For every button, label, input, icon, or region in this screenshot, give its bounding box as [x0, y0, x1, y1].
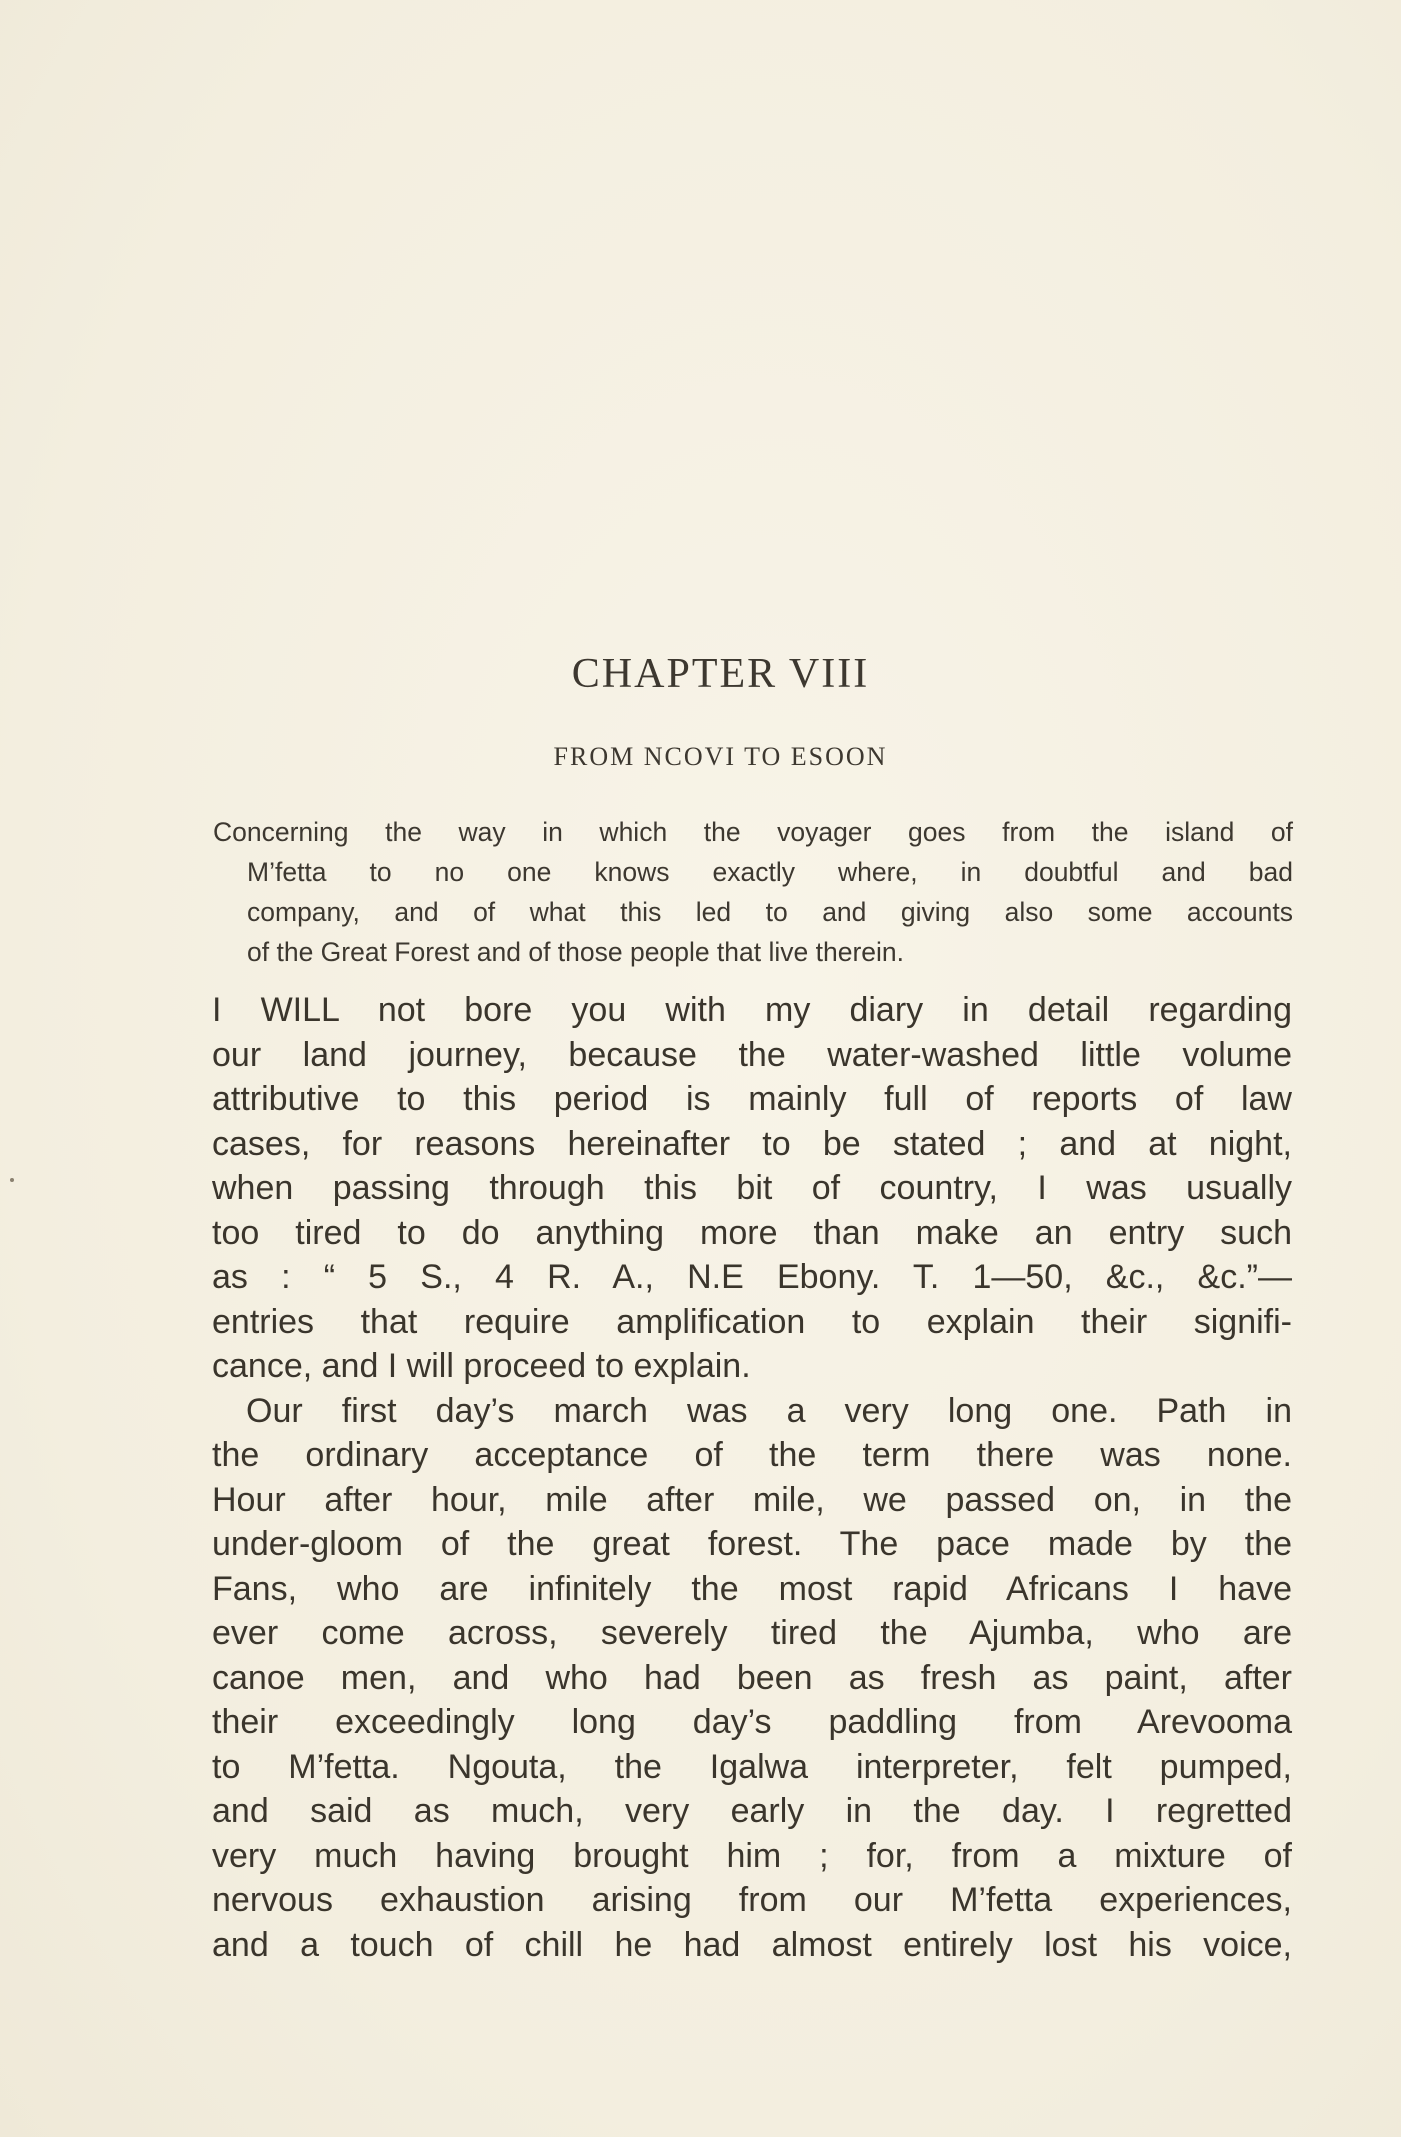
body-line: and said as much, very early in the day. I regretted [212, 1792, 1292, 1830]
chapter-subtitle: FROM NCOVI TO ESOON [553, 742, 888, 771]
body-line: ever come across, severely tired the Ajumba, who are [212, 1614, 1292, 1652]
body-text [212, 988, 1292, 1967]
body-line: cance, and I will proceed to explain. [212, 1347, 751, 1385]
synopsis-line: of the Great Forest and of those people that live therein. [247, 937, 905, 967]
body-line: when passing through this bit of country, I was usually [212, 1169, 1292, 1207]
body-line: our land journey, because the water-washed little volume [212, 1035, 1292, 1074]
body-line: canoe men, and who had been as fresh as paint, after [212, 1658, 1292, 1697]
body-line: I WILL not bore you with my diary in detail regarding [212, 991, 1292, 1029]
body-line: Fans, who are infinitely the most rapid Africans I have [212, 1569, 1292, 1608]
body-line: the ordinary acceptance of the term there was none. [212, 1436, 1292, 1474]
body-line: cases, for reasons hereinafter to be stated ; and at night, [212, 1124, 1292, 1163]
body-line: very much having brought him ; for, from a mixture of [212, 1836, 1292, 1875]
body-line: their exceedingly long day’s paddling from Arevooma [212, 1703, 1292, 1741]
page-speck [10, 1178, 14, 1182]
synopsis-line: M’fetta to no one knows exactly where, in doubtful and bad [247, 857, 1293, 887]
body-line: attributive to this period is mainly full of reports of law [212, 1080, 1292, 1118]
body-line: to M’fetta. Ngouta, the Igalwa interpreter, felt pumped, [212, 1747, 1292, 1786]
body-line: too tired to do anything more than make an entry such [212, 1213, 1292, 1252]
synopsis-line: company, and of what this led to and giving also some accounts [247, 897, 1293, 927]
synopsis-line: Concerning the way in which the voyager goes from the island of [213, 817, 1293, 847]
body-line: Our first day’s march was a very long one. Path in [246, 1391, 1292, 1430]
chapter-synopsis [213, 812, 1293, 972]
body-line: nervous exhaustion arising from our M’fetta experiences, [212, 1881, 1292, 1919]
chapter-title: CHAPTER VIII [571, 651, 870, 697]
body-line: under-gloom of the great forest. The pace made by the [212, 1525, 1292, 1563]
body-line: and a touch of chill he had almost entirely lost his voice, [212, 1925, 1292, 1964]
body-line: Hour after hour, mile after mile, we passed on, in the [212, 1480, 1292, 1519]
body-line: entries that require amplification to explain their signifi- [212, 1302, 1292, 1341]
body-line: as : “ 5 S., 4 R. A., N.E Ebony. T. 1—50, &c., &c.”— [212, 1258, 1292, 1296]
